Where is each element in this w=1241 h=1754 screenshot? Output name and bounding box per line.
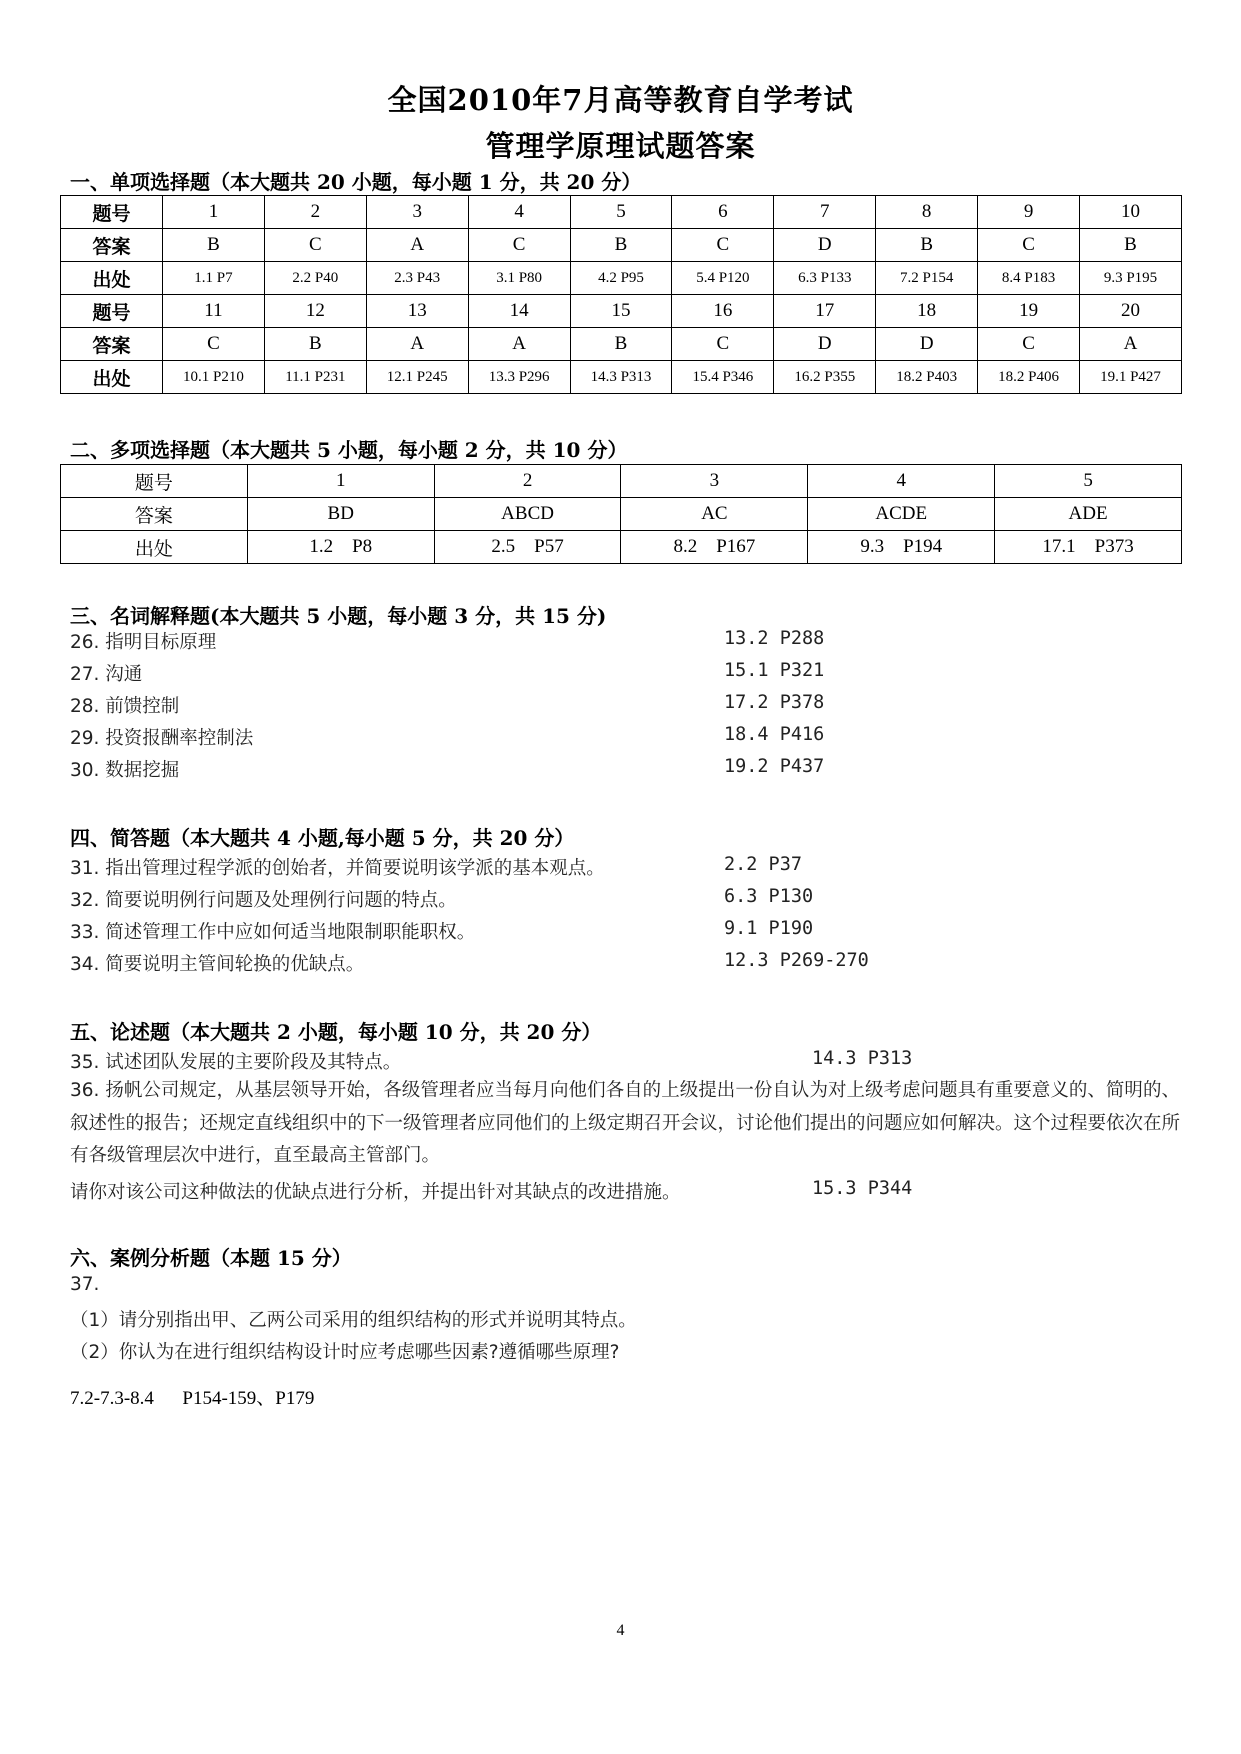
source-cell: 13.3 P296 (468, 361, 570, 394)
single-choice-answer-table (60, 195, 1182, 394)
answer-cell: B (876, 229, 978, 262)
question-number-cell: 6 (672, 196, 774, 229)
row-label-answer: 答案 (61, 229, 163, 262)
table-row (61, 196, 1182, 229)
source-cell: 12.1 P245 (366, 361, 468, 394)
question-number-cell: 12 (264, 295, 366, 328)
source-cell: 2.3 P43 (366, 262, 468, 295)
essay-question-36-prompt: 请你对该公司这种做法的优缺点进行分析，并提出针对其缺点的改进措施。 (70, 1182, 681, 1203)
section-heading-multiple-choice: 二、多项选择题（本大题共 5 小题，每小题 2 分，共 10 分） (70, 438, 628, 462)
source-cell: 9.3 P195 (1080, 262, 1182, 295)
answer-cell: BD (247, 498, 434, 531)
short-answer-question-31: 31. 指出管理过程学派的创始者，并简要说明该学派的基本观点。 (70, 858, 605, 879)
question-number-cell: 2 (264, 196, 366, 229)
table-row (61, 295, 1182, 328)
essay-ref-36: 15.3 P344 (812, 1178, 913, 1199)
answer-cell: D (774, 229, 876, 262)
term-question-27: 27. 沟通 (70, 664, 143, 685)
answer-cell: B (570, 229, 672, 262)
answer-cell: C (978, 328, 1080, 361)
answer-cell: B (264, 328, 366, 361)
page-number: 4 (616, 1622, 625, 1639)
question-number-cell: 13 (366, 295, 468, 328)
short-answer-ref-33: 9.1 P190 (724, 918, 814, 939)
term-ref-26: 13.2 P288 (724, 628, 825, 649)
term-question-30: 30. 数据挖掘 (70, 760, 180, 781)
document-subtitle: 管理学原理试题答案 (485, 129, 756, 163)
answer-cell: C (468, 229, 570, 262)
question-number-cell: 17 (774, 295, 876, 328)
source-cell: 7.2 P154 (876, 262, 978, 295)
answer-cell: ACDE (808, 498, 995, 531)
term-question-28: 28. 前馈控制 (70, 696, 180, 717)
case-subquestion-2: （2）你认为在进行组织结构设计时应考虑哪些因素?遵循哪些原理? (70, 1342, 620, 1363)
answer-cell: A (1080, 328, 1182, 361)
short-answer-ref-31: 2.2 P37 (724, 854, 802, 875)
question-number-cell: 1 (163, 196, 265, 229)
short-answer-question-32: 32. 简要说明例行问题及处理例行问题的特点。 (70, 890, 457, 911)
source-cell: 9.3 P194 (808, 531, 995, 564)
question-number-cell: 4 (808, 465, 995, 498)
short-answer-ref-34: 12.3 P269-270 (724, 950, 869, 971)
source-cell: 15.4 P346 (672, 361, 774, 394)
answer-cell: C (163, 328, 265, 361)
question-number-cell: 10 (1080, 196, 1182, 229)
question-number-cell: 3 (366, 196, 468, 229)
term-ref-28: 17.2 P378 (724, 692, 825, 713)
table-row (61, 531, 1182, 564)
short-answer-question-33: 33. 简述管理工作中应如何适当地限制职能职权。 (70, 922, 476, 943)
question-number-cell: 8 (876, 196, 978, 229)
essay-question-35: 35. 试述团队发展的主要阶段及其特点。 (70, 1052, 402, 1073)
answer-cell: ABCD (434, 498, 621, 531)
document-title: 全国2010年7月高等教育自学考试 (387, 83, 854, 117)
row-label-source: 出处 (61, 361, 163, 394)
essay-question-36-scenario: 36. 扬帆公司规定，从基层领导开始，各级管理者应当每月向他们各自的上级提出一份自认为对上级考虑问题具有重要意义的、简明的、叙述性的报告；还规定直线组织中的下一级管理者应同他们的上级定期召开会议，讨论他们提出的问题应如何解决。这个过程要依次在所有各级管理层次中进行，直至最高主管部门。 (70, 1080, 1181, 1166)
source-cell: 8.4 P183 (978, 262, 1080, 295)
question-number-cell: 15 (570, 295, 672, 328)
term-question-29: 29. 投资报酬率控制法 (70, 728, 254, 749)
question-number-cell: 18 (876, 295, 978, 328)
answer-cell: D (876, 328, 978, 361)
source-cell: 6.3 P133 (774, 262, 876, 295)
question-number-cell: 16 (672, 295, 774, 328)
section-heading-short-answer: 四、简答题（本大题共 4 小题,每小题 5 分，共 20 分） (70, 826, 575, 850)
question-number-cell: 3 (621, 465, 808, 498)
short-answer-ref-32: 6.3 P130 (724, 886, 814, 907)
term-ref-30: 19.2 P437 (724, 756, 825, 777)
term-ref-27: 15.1 P321 (724, 660, 825, 681)
answer-cell: A (366, 328, 468, 361)
short-answer-question-34: 34. 简要说明主管间轮换的优缺点。 (70, 954, 365, 975)
essay-ref-35: 14.3 P313 (812, 1048, 913, 1069)
row-label-answer: 答案 (61, 328, 163, 361)
question-number-cell: 20 (1080, 295, 1182, 328)
source-cell: 18.2 P403 (876, 361, 978, 394)
table-row (61, 498, 1182, 531)
question-number-cell: 5 (570, 196, 672, 229)
source-cell: 1.1 P7 (163, 262, 265, 295)
row-label-question-number: 题号 (61, 295, 163, 328)
source-cell: 8.2 P167 (621, 531, 808, 564)
answer-cell: C (672, 229, 774, 262)
answer-cell: B (1080, 229, 1182, 262)
source-cell: 2.5 P57 (434, 531, 621, 564)
question-number-cell: 4 (468, 196, 570, 229)
question-number-cell: 11 (163, 295, 265, 328)
answer-cell: ADE (995, 498, 1182, 531)
question-number-cell: 5 (995, 465, 1182, 498)
source-cell: 17.1 P373 (995, 531, 1182, 564)
source-cell: 5.4 P120 (672, 262, 774, 295)
case-reference: 7.2-7.3-8.4 P154-159、P179 (70, 1388, 315, 1409)
question-number-cell: 1 (247, 465, 434, 498)
row-label-question-number: 题号 (61, 196, 163, 229)
section-heading-case-analysis: 六、案例分析题（本题 15 分） (70, 1246, 352, 1270)
answer-cell: C (672, 328, 774, 361)
table-row (61, 465, 1182, 498)
row-label-answer: 答案 (61, 498, 248, 531)
source-cell: 10.1 P210 (163, 361, 265, 394)
question-number-cell: 7 (774, 196, 876, 229)
term-ref-29: 18.4 P416 (724, 724, 825, 745)
answer-cell: B (570, 328, 672, 361)
answer-cell: B (163, 229, 265, 262)
case-subquestion-1: （1）请分别指出甲、乙两公司采用的组织结构的形式并说明其特点。 (70, 1310, 637, 1331)
section-heading-term-explanation: 三、名词解释题(本大题共 5 小题，每小题 3 分，共 15 分) (70, 604, 607, 628)
row-label-source: 出处 (61, 531, 248, 564)
answer-cell: AC (621, 498, 808, 531)
answer-cell: A (468, 328, 570, 361)
table-row (61, 229, 1182, 262)
answer-cell: A (366, 229, 468, 262)
question-number-cell: 9 (978, 196, 1080, 229)
source-cell: 11.1 P231 (264, 361, 366, 394)
table-row (61, 328, 1182, 361)
question-number-cell: 19 (978, 295, 1080, 328)
answer-cell: C (978, 229, 1080, 262)
source-cell: 18.2 P406 (978, 361, 1080, 394)
row-label-question-number: 题号 (61, 465, 248, 498)
source-cell: 2.2 P40 (264, 262, 366, 295)
section-heading-single-choice: 一、单项选择题（本大题共 20 小题，每小题 1 分，共 20 分） (70, 170, 642, 194)
answer-cell: D (774, 328, 876, 361)
case-question-number: 37. (70, 1274, 100, 1295)
multiple-choice-answer-table (60, 464, 1182, 564)
term-question-26: 26. 指明目标原理 (70, 632, 217, 653)
source-cell: 14.3 P313 (570, 361, 672, 394)
question-number-cell: 2 (434, 465, 621, 498)
answer-cell: C (264, 229, 366, 262)
table-row (61, 262, 1182, 295)
source-cell: 4.2 P95 (570, 262, 672, 295)
source-cell: 3.1 P80 (468, 262, 570, 295)
source-cell: 19.1 P427 (1080, 361, 1182, 394)
section-heading-essay: 五、论述题（本大题共 2 小题，每小题 10 分，共 20 分） (70, 1020, 602, 1044)
source-cell: 1.2 P8 (247, 531, 434, 564)
row-label-source: 出处 (61, 262, 163, 295)
table-row (61, 361, 1182, 394)
question-number-cell: 14 (468, 295, 570, 328)
source-cell: 16.2 P355 (774, 361, 876, 394)
